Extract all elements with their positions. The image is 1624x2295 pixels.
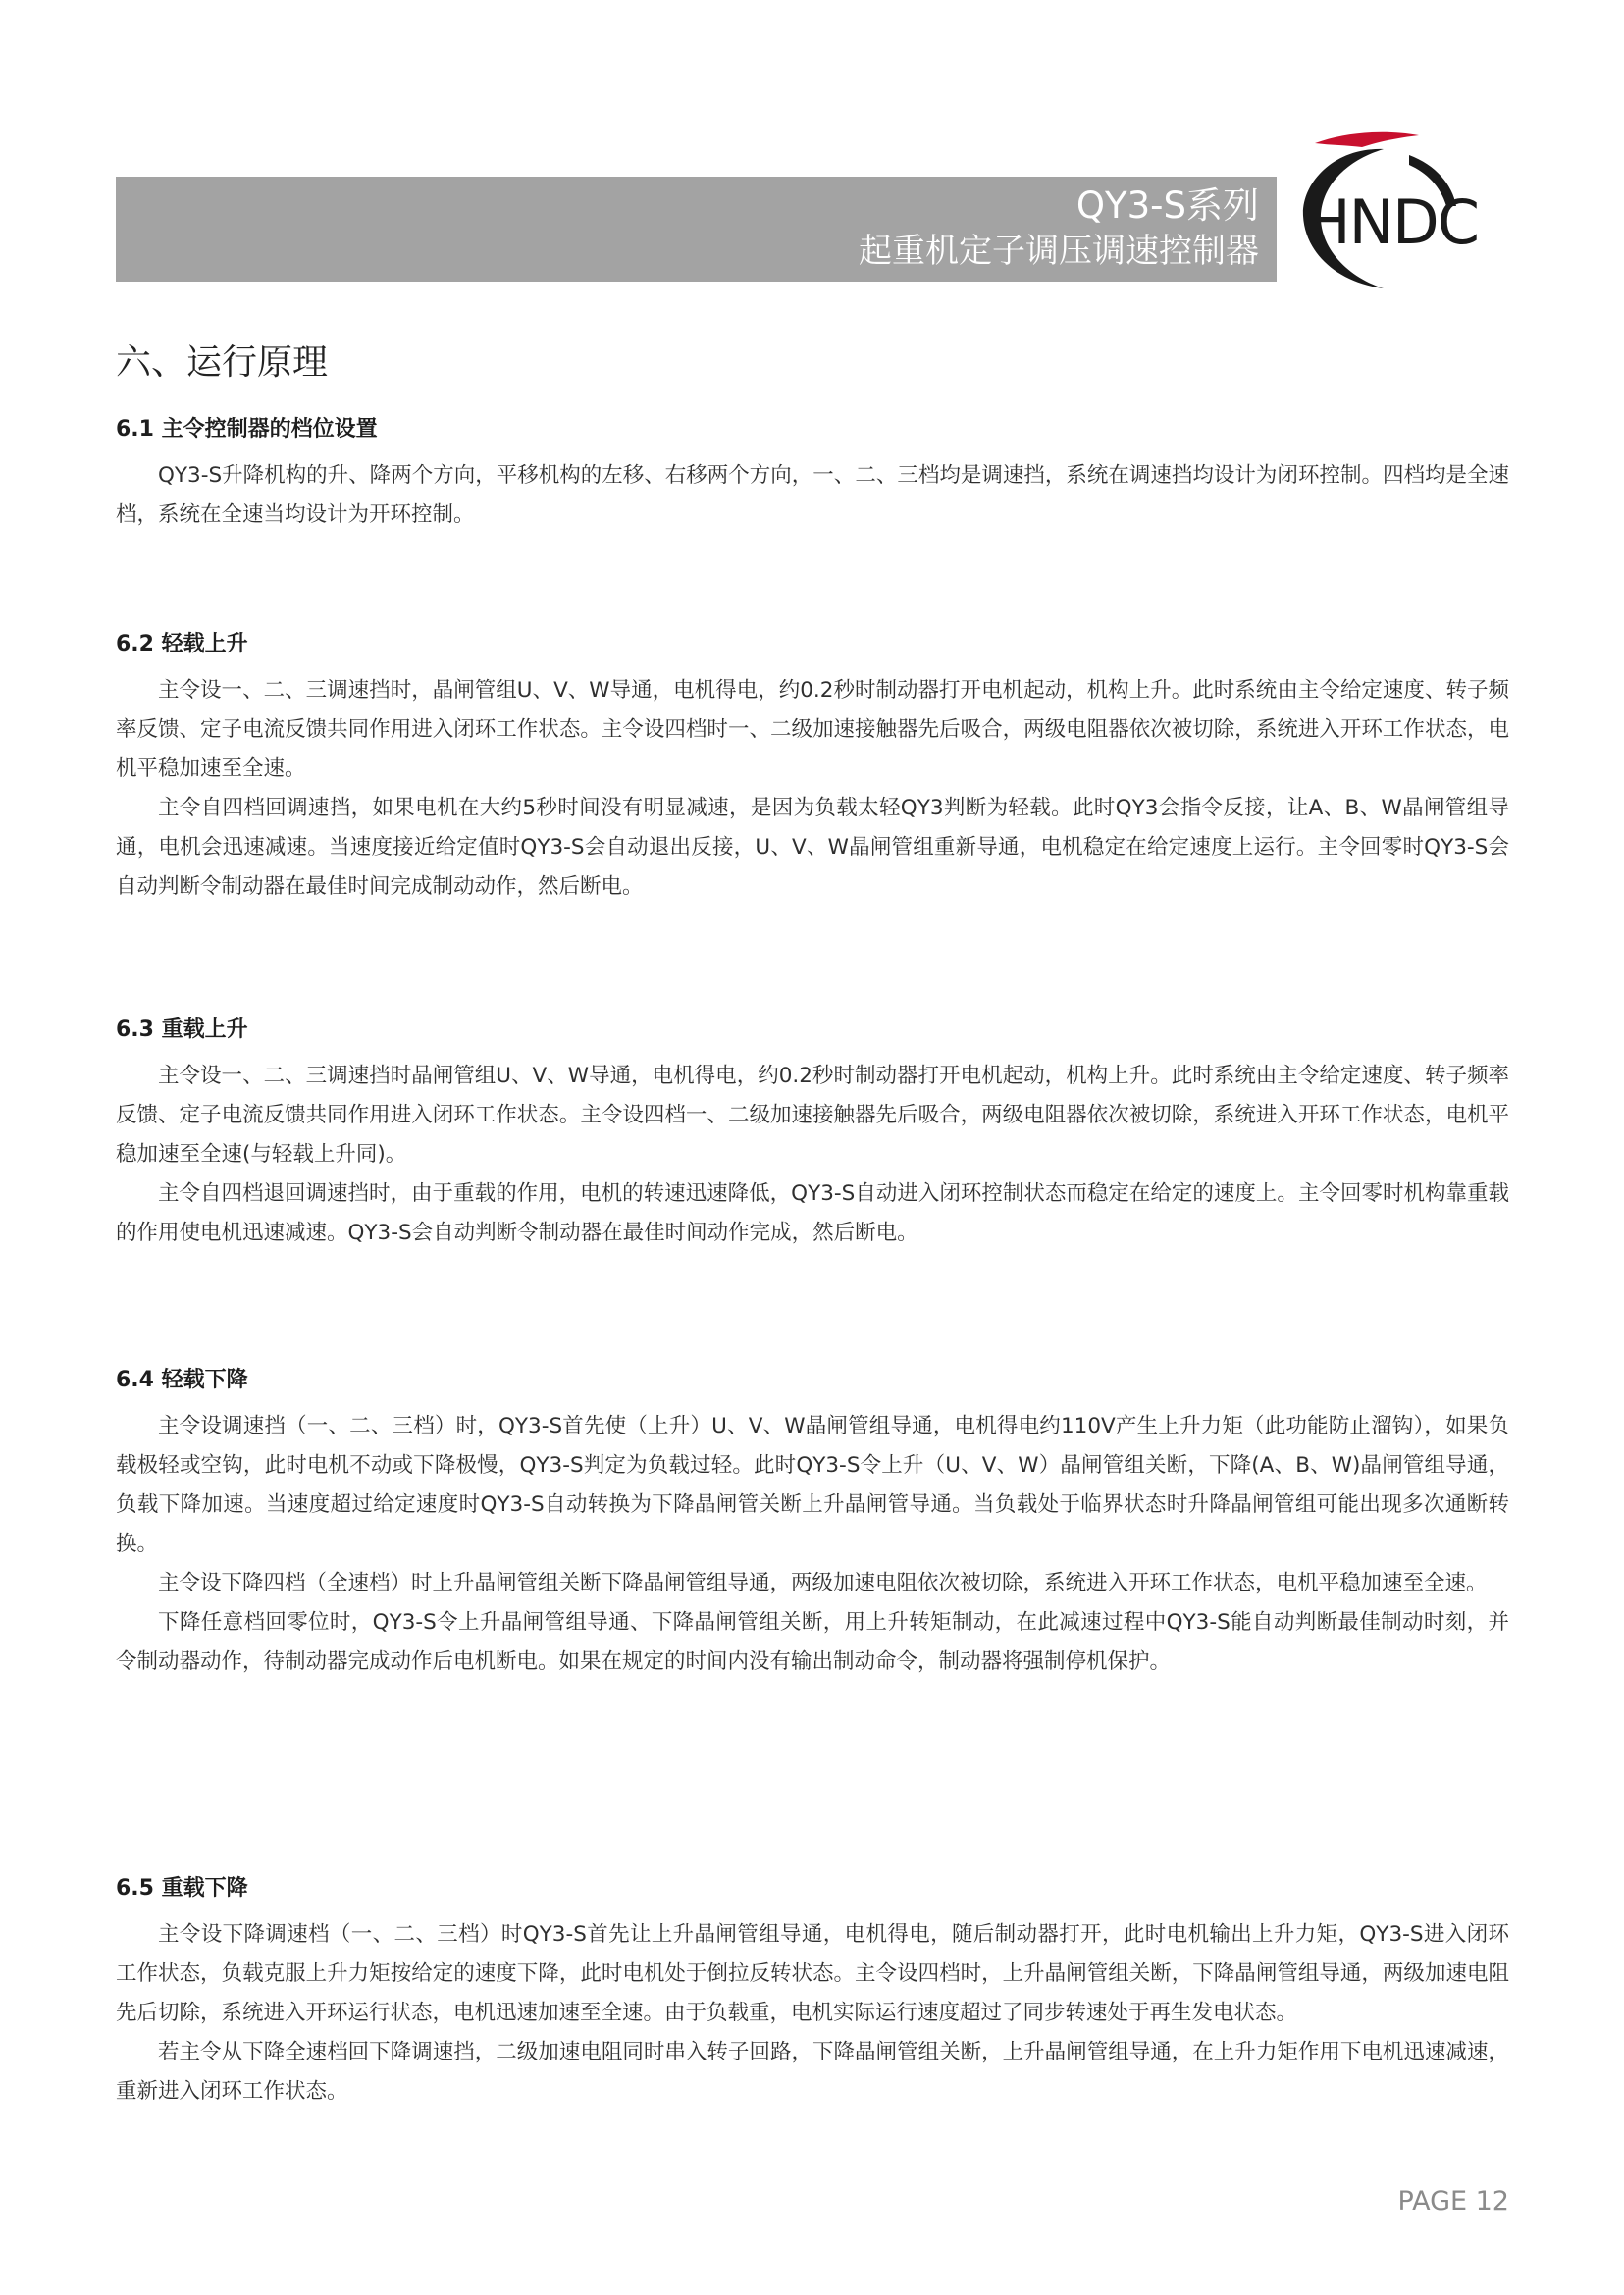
paragraph: 主令设一、二、三调速挡时晶闸管组U、V、W导通，电机得电，约0.2秒时制动器打开电机起动，机构上升。此时系统由主令给定速度、转子频率反馈、定子电流反馈共同作用进入闭环工作状态。主令设四档一、二级加速接触器先后吸合，两级电阻器依次被切除，系统进入开环工作状态，电机平稳加速至全速(与轻载上升同)。: [116, 1064, 1509, 1167]
paragraph: 主令自四档退回调速挡时，由于重载的作用，电机的转速迅速降低，QY3-S自动进入闭环控制状态而稳定在给定的速度上。主令回零时机构靠重载的作用使电机迅速减速。QY3-S会自动判断令制动器在最佳时间动作完成，然后断电。: [116, 1181, 1509, 1245]
paragraph: 主令设一、二、三调速挡时，晶闸管组U、V、W导通，电机得电，约0.2秒时制动器打开电机起动，机构上升。此时系统由主令给定速度、转子频率反馈、定子电流反馈共同作用进入闭环工作状态。主令设四档时一、二级加速接触器先后吸合，两级电阻器依次被切除，系统进入开环工作状态，电机平稳加速至全速。: [116, 678, 1509, 781]
subsection-heading: 6.2 轻载上升: [116, 632, 248, 656]
header-product-title: 起重机定子调压调速控制器: [859, 232, 1259, 271]
company-logo: [1293, 126, 1480, 302]
paragraph: 若主令从下降全速档回下降调速挡，二级加速电阻同时串入转子回路，下降晶闸管组关断，上升晶闸管组导通，在上升力矩作用下电机迅速减速，重新进入闭环工作状态。: [116, 2040, 1509, 2104]
subsection-6-4: [116, 1366, 1509, 1682]
subsection-heading: 6.5 重载下降: [116, 1876, 248, 1901]
logo-accent-swoosh: [1315, 132, 1419, 147]
subsection-6-1: [116, 415, 1509, 535]
paragraph: 主令设调速挡（一、二、三档）时，QY3-S首先使（上升）U、V、W晶闸管组导通，电机得电约110V产生上升力矩（此功能防止溜钩），如果负载极轻或空钩，此时电机不动或下降极慢，QY3-S判定为负载过轻。此时QY3-S令上升（U、V、W）晶闸管组关断，下降(A、B、W)晶闸管组导通，负载下降加速。当速度超过给定速度时QY3-S自动转换为下降晶闸管关断上升晶闸管导通。当负载处于临界状态时升降晶闸管组可能出现多次通断转换。: [116, 1414, 1509, 1556]
section-title: 六、运行原理: [116, 342, 329, 383]
paragraph: QY3-S升降机构的升、降两个方向，平移机构的左移、右移两个方向，一、二、三档均是调速挡，系统在调速挡均设计为闭环控制。四档均是全速档，系统在全速当均设计为开环控制。: [116, 463, 1509, 527]
subsection-heading: 6.1 主令控制器的档位设置: [116, 417, 378, 442]
logo-text: HNDC: [1304, 186, 1479, 258]
paragraph: 主令自四档回调速挡，如果电机在大约5秒时间没有明显减速，是因为负载太轻QY3判断为轻载。此时QY3会指令反接，让A、B、W晶闸管组导通，电机会迅速减速。当速度接近给定值时QY3-S会自动退出反接，U、V、W晶闸管组重新导通，电机稳定在给定速度上运行。主令回零时QY3-S会自动判断令制动器在最佳时间完成制动动作，然后断电。: [116, 796, 1509, 899]
subsection-heading: 6.4 轻载下降: [116, 1368, 248, 1392]
subsection-heading: 6.3 重载上升: [116, 1017, 248, 1042]
header-series-title: QY3-S系列: [1075, 184, 1259, 227]
paragraph: 下降任意档回零位时，QY3-S令上升晶闸管组导通、下降晶闸管组关断，用上升转矩制动，在此减速过程中QY3-S能自动判断最佳制动时刻，并令制动器动作，待制动器完成动作后电机断电。如果在规定的时间内没有输出制动命令，制动器将强制停机保护。: [116, 1610, 1509, 1674]
subsection-6-5: [116, 1874, 1509, 2112]
paragraph: 主令设下降调速档（一、二、三档）时QY3-S首先让上升晶闸管组导通，电机得电，随后制动器打开，此时电机输出上升力矩，QY3-S进入闭环工作状态，负载克服上升力矩按给定的速度下降，此时电机处于倒拉反转状态。主令设四档时，上升晶闸管组关断，下降晶闸管组导通，两级加速电阻先后切除，系统进入开环运行状态，电机迅速加速至全速。由于负载重，电机实际运行速度超过了同步转速处于再生发电状态。: [116, 1922, 1509, 2025]
paragraph: 主令设下降四档（全速档）时上升晶闸管组关断下降晶闸管组导通，两级加速电阻依次被切除，系统进入开环工作状态，电机平稳加速至全速。: [158, 1571, 1488, 1595]
subsection-6-2: [116, 630, 1509, 907]
subsection-6-3: [116, 1016, 1509, 1253]
page-number: PAGE 12: [1397, 2186, 1509, 2217]
header-band: [116, 177, 1277, 282]
